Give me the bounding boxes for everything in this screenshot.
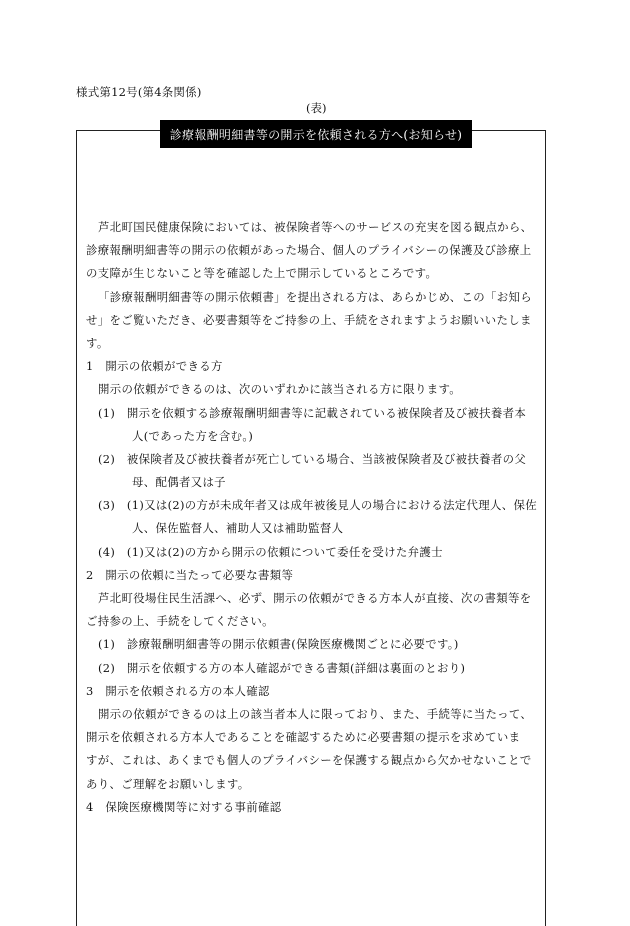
list-item-2: (2) 被保険者及び被扶養者が死亡している場合、当該被保険者及び被扶養者の父: [98, 451, 527, 466]
body-line: 開示を依頼される方本人であることを確認するために必要書類の提示を求めていま: [86, 730, 521, 745]
list-item-doc-1: (1) 診療報酬明細書等の開示依頼書(保険医療機関ごとに必要です。): [98, 637, 459, 652]
body-line: 開示の依頼ができるのは上の該当者本人に限っており、また、手続等に当たって、: [98, 706, 533, 721]
body-line: の支障が生じないこと等を確認した上で開示しているところです。: [86, 266, 438, 281]
list-item-3: (3) (1)又は(2)の方が未成年者又は成年被後見人の場合における法定代理人、保佐: [98, 498, 537, 513]
form-number: 様式第12号(第4条関係): [76, 85, 202, 99]
body-line: 芦北町国民健康保険においては、被保険者等へのサービスの充実を図る観点から、: [98, 220, 533, 234]
body-line: 芦北町役場住民生活課へ、必ず、開示の依頼ができる方本人が直接、次の書類等を: [98, 591, 532, 605]
list-item-2-cont: 母、配偶者又は子: [132, 475, 226, 490]
list-item-doc-2: (2) 開示を依頼する方の本人確認ができる書類(詳細は裏面のとおり): [98, 660, 466, 675]
body-line: 「診療報酬明細書等の開示依頼書」を提出される方は、あらかじめ、この「お知ら: [98, 289, 532, 304]
notice-title: 診療報酬明細書等の開示を依頼される方へ(お知らせ): [160, 120, 472, 148]
body-line: あり、ご理解をお願いします。: [86, 776, 250, 791]
body-line: すが、これは、あくまでも個人のプライバシーを保護する観点から欠かせないことで: [86, 753, 532, 768]
body-line: 診療報酬明細書等の開示の依頼があった場合、個人のプライバシーの保護及び診療上: [86, 243, 532, 258]
body-line: す。: [86, 335, 109, 350]
section-heading-1: 1 開示の依頼ができる方: [86, 359, 223, 374]
list-item-3-cont: 人、保佐監督人、補助人又は補助監督人: [132, 521, 344, 536]
list-item-4: (4) (1)又は(2)の方から開示の依頼について委任を受けた弁護士: [98, 544, 443, 559]
page-side-label: (表): [306, 101, 327, 115]
section-heading-2: 2 開示の依頼に当たって必要な書類等: [86, 567, 294, 582]
list-item-1-cont: 人(であった方を含む。): [132, 428, 254, 443]
body-line: せ」をご覧いただき、必要書類等をご持参の上、手続をされますようお願いいたしま: [86, 312, 532, 327]
notice-body: [86, 216, 538, 819]
body-line: 開示の依頼ができるのは、次のいずれかに該当される方に限ります。: [98, 382, 462, 397]
section-heading-3: 3 開示を依頼される方の本人確認: [86, 683, 270, 698]
section-heading-4: 4 保険医療機関等に対する事前確認: [86, 799, 282, 814]
list-item-1: (1) 開示を依頼する診療報酬明細書等に記載されている被保険者及び被扶養者本: [98, 405, 527, 420]
body-line: ご持参の上、手続をしてください。: [86, 614, 274, 629]
